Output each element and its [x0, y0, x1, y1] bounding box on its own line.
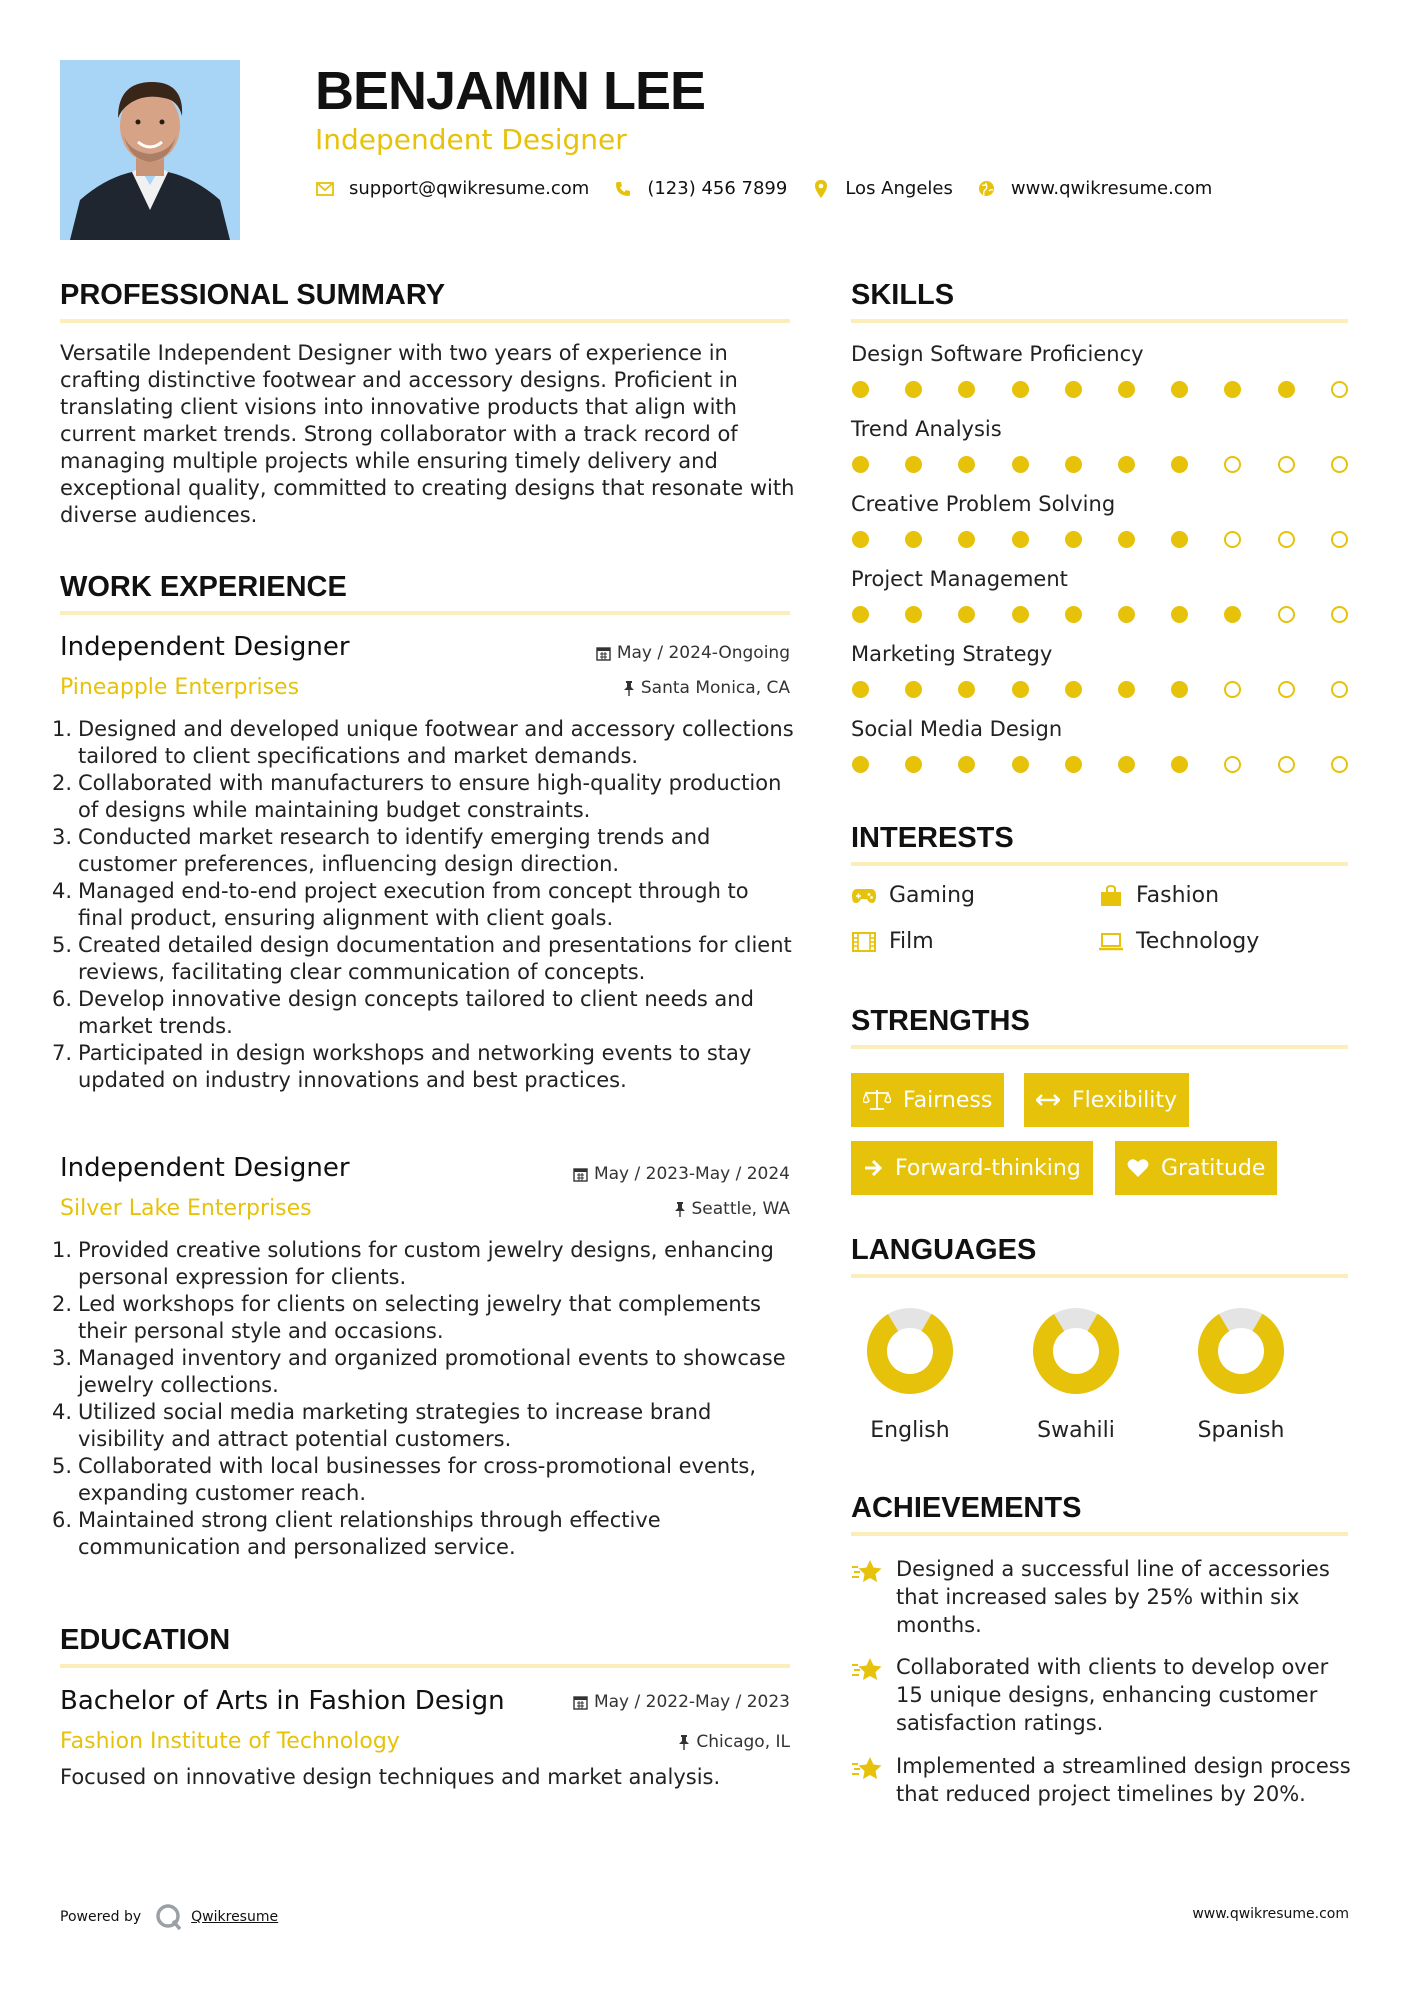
skill-rating — [852, 531, 1384, 548]
list-item: 2. Led workshops for clients on selecting jewelry that complements their personal style and occasions. — [52, 1292, 761, 1343]
calendar-icon — [596, 646, 611, 661]
profile-photo — [60, 60, 240, 240]
arrow-right-icon — [863, 1159, 883, 1177]
skills-heading: SKILLS — [851, 279, 955, 311]
list-item: 5. Created detailed design documentation and presentations for client reviews, facilitating clear communication of concepts. — [52, 933, 792, 984]
rating-dot-filled — [1171, 381, 1188, 398]
pin-icon — [623, 681, 635, 696]
rating-dot-filled — [1065, 456, 1082, 473]
language-proficiency-ring — [1198, 1308, 1284, 1394]
job-dates — [490, 643, 790, 663]
language-name: Swahili — [1037, 1418, 1115, 1443]
rating-dot-filled — [852, 756, 869, 773]
heart-icon — [1127, 1158, 1149, 1178]
language-item — [850, 1308, 970, 1443]
interests-divider — [851, 862, 1348, 866]
job-dates — [490, 1164, 790, 1184]
skill-name: Design Software Proficiency — [851, 342, 1144, 366]
calendar-icon — [573, 1695, 588, 1710]
skill-name: Marketing Strategy — [851, 642, 1053, 666]
rating-dot-empty — [1331, 681, 1348, 698]
email-icon — [315, 179, 335, 199]
education-heading: EDUCATION — [60, 1624, 231, 1656]
rating-dot-empty — [1224, 531, 1241, 548]
rating-dot-empty — [1331, 381, 1348, 398]
rating-dot-filled — [958, 456, 975, 473]
strength-badge: Fairness — [851, 1073, 1004, 1127]
skill-name: Creative Problem Solving — [851, 492, 1116, 516]
rating-dot-empty — [1224, 756, 1241, 773]
rating-dot-empty — [1224, 456, 1241, 473]
star-icon — [851, 1656, 883, 1688]
achievements-divider — [851, 1532, 1348, 1536]
list-item: 7. Participated in design workshops and networking events to stay updated on industry innovations and best practices. — [52, 1041, 752, 1092]
rating-dot-filled — [852, 381, 869, 398]
contact-location — [811, 178, 953, 199]
strengths-heading: STRENGTHS — [851, 1005, 1030, 1037]
job-bullets — [52, 716, 800, 1094]
rating-dot-filled — [1012, 681, 1029, 698]
rating-dot-empty — [1278, 531, 1295, 548]
school-name: Fashion Institute of Technology — [60, 1729, 400, 1754]
rating-dot-filled — [852, 531, 869, 548]
rating-dot-filled — [1012, 381, 1029, 398]
rating-dot-filled — [1118, 606, 1135, 623]
language-item — [1016, 1308, 1136, 1443]
list-item: 2. Collaborated with manufacturers to ensure high-quality production of designs while maintaining budget constraints. — [52, 771, 782, 822]
contact-location-text: Los Angeles — [845, 178, 953, 199]
rating-dot-filled — [1171, 756, 1188, 773]
education-dates-text: May / 2022-May / 2023 — [593, 1692, 790, 1712]
job-location-text: Santa Monica, CA — [640, 678, 790, 698]
language-name: English — [870, 1418, 950, 1443]
rating-dot-filled — [905, 756, 922, 773]
list-item: 4. Utilized social media marketing strategies to increase brand visibility and attract potential customers. — [52, 1400, 712, 1451]
summary-divider — [60, 319, 790, 323]
qwikresume-logo-icon — [155, 1903, 183, 1931]
summary-text: Versatile Independent Designer with two years of experience in crafting distinctive footwear and accessory designs. Proficient in translating client visions into innovative products that align with current market trends. Strong collaborator with a track record of managing multiple projects while ensuring timely delivery and exceptional quality, committed to creating designs that resonate with diverse audiences. — [60, 341, 795, 527]
rating-dot-filled — [1224, 606, 1241, 623]
rating-dot-filled — [1171, 456, 1188, 473]
job-dates-text: May / 2024-Ongoing — [616, 643, 790, 663]
interest-film: Film — [851, 929, 934, 954]
list-item: 4. Managed end-to-end project execution from concept through to final product, ensuring alignment with client goals. — [52, 879, 749, 930]
achievement-text: Designed a successful line of accessories that increased sales by 25% within six months. — [896, 1557, 1330, 1637]
list-item: 3. Managed inventory and organized promotional events to showcase jewelry collections. — [52, 1346, 786, 1397]
rating-dot-filled — [1171, 606, 1188, 623]
rating-dot-filled — [852, 681, 869, 698]
rating-dot-empty — [1278, 756, 1295, 773]
language-proficiency-ring — [1033, 1308, 1119, 1394]
skill-name: Project Management — [851, 567, 1068, 591]
job-title: Independent Designer — [60, 1153, 350, 1183]
rating-dot-filled — [1065, 756, 1082, 773]
contact-website-text: www.qwikresume.com — [1010, 178, 1213, 199]
rating-dot-filled — [1065, 381, 1082, 398]
footer-powered-by: Powered by Qwikresume — [60, 1903, 278, 1931]
achievement-text: Collaborated with clients to develop over 15 unique designs, enhancing customer satisfaction ratings. — [896, 1655, 1329, 1735]
job-company: Pineapple Enterprises — [60, 675, 300, 700]
rating-dot-filled — [958, 756, 975, 773]
rating-dot-filled — [958, 681, 975, 698]
footer-brand-link[interactable]: Qwikresume — [191, 1909, 279, 1925]
rating-dot-filled — [1012, 456, 1029, 473]
rating-dot-filled — [1065, 606, 1082, 623]
rating-dot-empty — [1278, 456, 1295, 473]
strengths-divider — [851, 1045, 1348, 1049]
list-item: 6. Develop innovative design concepts tailored to client needs and market trends. — [52, 987, 754, 1038]
pin-icon — [678, 1735, 690, 1750]
rating-dot-filled — [905, 531, 922, 548]
job-location — [490, 678, 790, 698]
interest-fashion: Fashion — [1098, 883, 1219, 908]
list-item: 6. Maintained strong client relationships through effective communication and personalized service. — [52, 1508, 661, 1559]
bag-icon — [1098, 885, 1124, 907]
achievement-text: Implemented a streamlined design process that reduced project timelines by 20%. — [896, 1754, 1351, 1806]
footer-website[interactable]: www.qwikresume.com — [1192, 1906, 1349, 1922]
list-item: 1. Designed and developed unique footwear and accessory collections tailored to client specifications and market demands. — [52, 717, 794, 768]
language-item — [1181, 1308, 1301, 1443]
rating-dot-empty — [1224, 681, 1241, 698]
list-item: 3. Conducted market research to identify emerging trends and customer preferences, influencing design direction. — [52, 825, 711, 876]
rating-dot-filled — [1012, 531, 1029, 548]
skill-rating — [852, 756, 1384, 773]
rating-dot-filled — [1065, 681, 1082, 698]
contact-email-text: support@qwikresume.com — [349, 178, 590, 199]
location-icon — [811, 179, 831, 199]
contact-website[interactable] — [977, 178, 1212, 199]
interest-gaming: Gaming — [851, 883, 975, 908]
contact-bar — [315, 178, 1236, 199]
rating-dot-filled — [1118, 456, 1135, 473]
education-location — [490, 1732, 790, 1752]
interests-heading: INTERESTS — [851, 822, 1014, 854]
globe-icon — [977, 179, 997, 199]
rating-dot-empty — [1278, 606, 1295, 623]
interest-technology: Technology — [1098, 929, 1259, 954]
candidate-title: Independent Designer — [315, 123, 627, 156]
skill-rating — [852, 456, 1384, 473]
experience-heading: WORK EXPERIENCE — [60, 571, 347, 603]
education-divider — [60, 1664, 790, 1668]
arrows-horizontal-icon — [1036, 1093, 1060, 1107]
job-location — [490, 1199, 790, 1219]
skill-name: Social Media Design — [851, 717, 1063, 741]
rating-dot-filled — [958, 531, 975, 548]
candidate-name: BENJAMIN LEE — [315, 61, 706, 121]
pin-icon — [674, 1202, 686, 1217]
strength-badge: Flexibility — [1024, 1073, 1189, 1127]
education-description: Focused on innovative design techniques and market analysis. — [60, 1765, 721, 1789]
strength-badge: Forward-thinking — [851, 1141, 1093, 1195]
rating-dot-filled — [958, 606, 975, 623]
rating-dot-filled — [905, 681, 922, 698]
star-icon — [851, 1755, 883, 1787]
experience-divider — [60, 611, 790, 615]
list-item: 5. Collaborated with local businesses for cross-promotional events, expanding customer reach. — [52, 1454, 757, 1505]
rating-dot-filled — [905, 606, 922, 623]
rating-dot-filled — [1118, 531, 1135, 548]
degree-title: Bachelor of Arts in Fashion Design — [60, 1686, 505, 1716]
film-icon — [851, 931, 877, 953]
rating-dot-filled — [1012, 756, 1029, 773]
star-icon — [851, 1558, 883, 1590]
skills-divider — [851, 319, 1348, 323]
rating-dot-filled — [852, 606, 869, 623]
rating-dot-filled — [958, 381, 975, 398]
summary-heading: PROFESSIONAL SUMMARY — [60, 279, 446, 311]
rating-dot-empty — [1331, 531, 1348, 548]
rating-dot-filled — [905, 456, 922, 473]
skill-rating — [852, 606, 1384, 623]
language-proficiency-ring — [867, 1308, 953, 1394]
education-location-text: Chicago, IL — [696, 1732, 790, 1752]
rating-dot-filled — [1012, 606, 1029, 623]
phone-icon — [613, 179, 633, 199]
rating-dot-filled — [1118, 681, 1135, 698]
rating-dot-filled — [1065, 531, 1082, 548]
contact-email[interactable] — [315, 178, 589, 199]
balance-scale-icon — [863, 1089, 891, 1111]
achievements-heading: ACHIEVEMENTS — [851, 1492, 1082, 1524]
job-title: Independent Designer — [60, 632, 350, 662]
laptop-icon — [1098, 931, 1124, 953]
skill-name: Trend Analysis — [851, 417, 1002, 441]
gamepad-icon — [851, 885, 877, 907]
language-name: Spanish — [1197, 1418, 1285, 1443]
rating-dot-filled — [1118, 756, 1135, 773]
job-company: Silver Lake Enterprises — [60, 1196, 312, 1221]
education-dates — [490, 1692, 790, 1712]
rating-dot-filled — [852, 456, 869, 473]
rating-dot-filled — [1171, 681, 1188, 698]
rating-dot-empty — [1331, 456, 1348, 473]
job-bullets — [52, 1237, 800, 1561]
contact-phone[interactable] — [613, 178, 787, 199]
rating-dot-empty — [1278, 681, 1295, 698]
languages-divider — [851, 1274, 1348, 1278]
rating-dot-filled — [1118, 381, 1135, 398]
contact-phone-text: (123) 456 7899 — [647, 178, 788, 199]
job-dates-text: May / 2023-May / 2024 — [593, 1164, 790, 1184]
languages-heading: LANGUAGES — [851, 1234, 1037, 1266]
rating-dot-filled — [1171, 531, 1188, 548]
rating-dot-filled — [1278, 381, 1295, 398]
rating-dot-empty — [1331, 606, 1348, 623]
calendar-icon — [573, 1167, 588, 1182]
rating-dot-filled — [905, 381, 922, 398]
skill-rating — [852, 381, 1384, 398]
job-location-text: Seattle, WA — [691, 1199, 790, 1219]
rating-dot-empty — [1331, 756, 1348, 773]
list-item: 1. Provided creative solutions for custom jewelry designs, enhancing personal expression for clients. — [52, 1238, 774, 1289]
strength-badge: Gratitude — [1115, 1141, 1277, 1195]
skill-rating — [852, 681, 1384, 698]
rating-dot-filled — [1224, 381, 1241, 398]
